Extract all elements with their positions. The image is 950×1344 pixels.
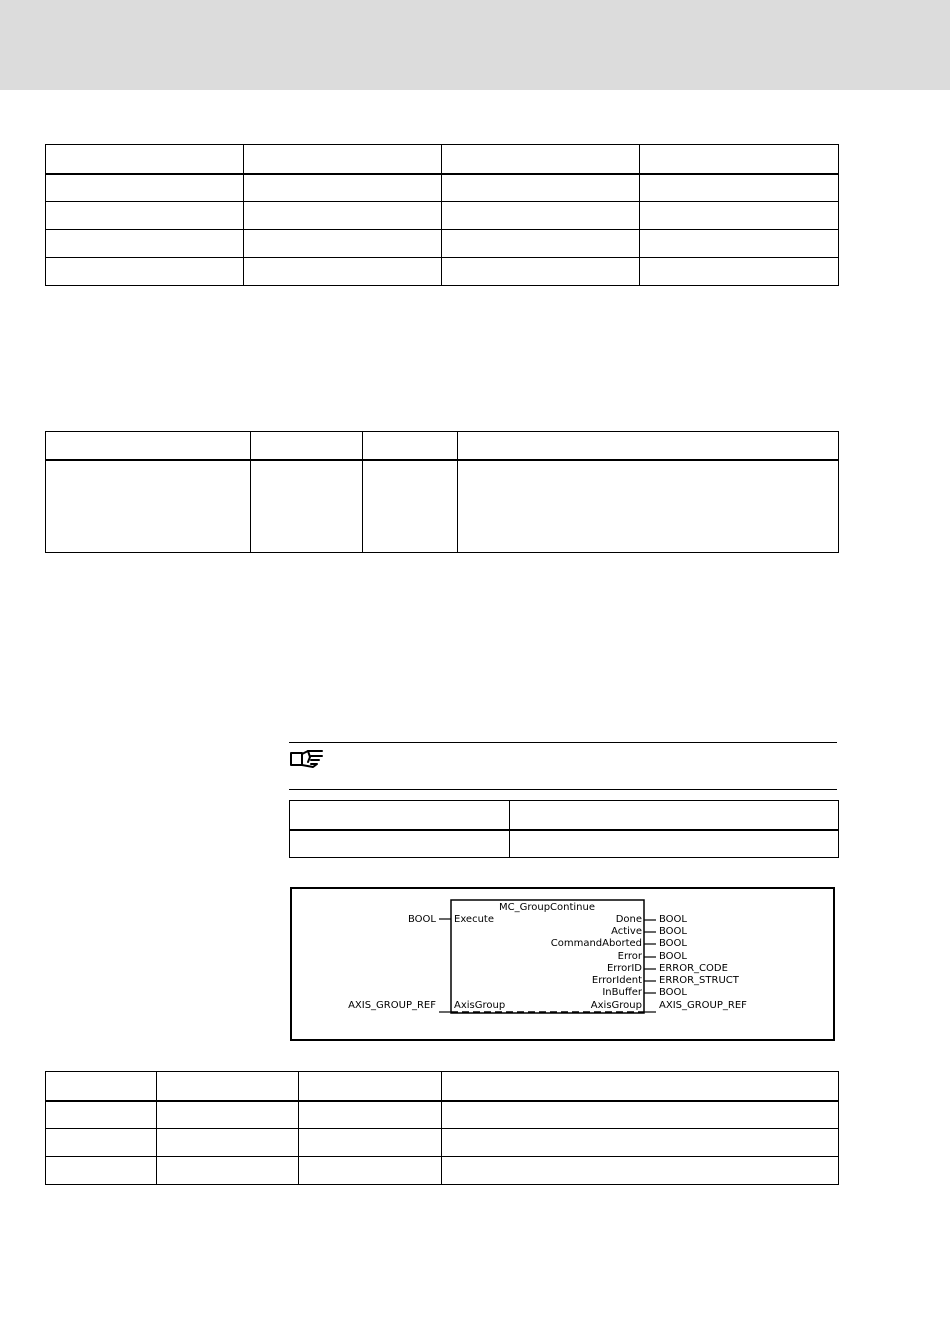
table-row	[46, 202, 839, 230]
input-pin-label: AxisGroup	[454, 1000, 506, 1011]
table-header-cell	[251, 432, 363, 460]
table-cell	[46, 1101, 157, 1129]
table-header-cell	[290, 801, 510, 830]
table-cell	[157, 1157, 299, 1185]
output-type-label: BOOL	[659, 987, 687, 998]
table-header-cell	[46, 1072, 157, 1101]
table-row	[46, 258, 839, 286]
page-header-band	[0, 0, 950, 90]
note-top-rule	[289, 742, 837, 743]
table-cell	[442, 1129, 839, 1157]
input-pin-label: Execute	[454, 914, 494, 925]
table-2	[45, 431, 839, 553]
table-row	[46, 174, 839, 202]
table-cell	[244, 230, 442, 258]
table-cell	[640, 258, 839, 286]
table-cell	[442, 230, 640, 258]
pointing-hand-icon	[289, 748, 325, 770]
table-cell	[640, 230, 839, 258]
output-pin-label: ErrorIdent	[591, 975, 642, 986]
table-header-cell	[157, 1072, 299, 1101]
table-cell	[46, 202, 244, 230]
output-pin-label: AxisGroup	[590, 1000, 642, 1011]
table-header-row	[290, 801, 839, 830]
table-cell	[46, 230, 244, 258]
output-pin-label: CommandAborted	[550, 938, 642, 949]
output-pin-label: Done	[615, 914, 642, 925]
table-cell	[442, 202, 640, 230]
output-type-label: BOOL	[659, 951, 687, 962]
table-4	[45, 1071, 839, 1185]
table-cell	[46, 174, 244, 202]
table-cell	[244, 202, 442, 230]
function-block-diagram	[290, 887, 835, 1041]
output-type-label: BOOL	[659, 914, 687, 925]
table-cell	[46, 1157, 157, 1185]
table-header-cell	[363, 432, 458, 460]
table-cell	[458, 460, 839, 553]
table-header-cell	[458, 432, 839, 460]
table-cell	[157, 1129, 299, 1157]
table-row	[46, 1157, 839, 1185]
table-cell	[299, 1101, 442, 1129]
table-cell	[299, 1129, 442, 1157]
table-cell	[640, 174, 839, 202]
table-cell	[46, 1129, 157, 1157]
table-1	[45, 144, 839, 286]
table-cell	[442, 1101, 839, 1129]
table-header-cell	[244, 145, 442, 174]
output-type-label: ERROR_CODE	[659, 963, 728, 974]
table-header-cell	[510, 801, 839, 830]
output-type-label: BOOL	[659, 926, 687, 937]
table-header-row	[46, 1072, 839, 1101]
output-type-label: AXIS_GROUP_REF	[659, 1000, 747, 1011]
table-cell	[251, 460, 363, 553]
table-cell	[363, 460, 458, 553]
table-3	[289, 800, 839, 858]
table-cell	[244, 258, 442, 286]
table-cell	[442, 1157, 839, 1185]
output-pin-label: InBuffer	[602, 987, 642, 998]
table-cell	[244, 174, 442, 202]
table-header-row	[46, 145, 839, 174]
table-header-cell	[640, 145, 839, 174]
note-bottom-rule	[289, 789, 837, 790]
table-header-cell	[442, 1072, 839, 1101]
table-row	[46, 1129, 839, 1157]
output-pins	[551, 914, 747, 1012]
output-type-label: BOOL	[659, 938, 687, 949]
table-cell	[510, 830, 839, 858]
output-type-label: ERROR_STRUCT	[659, 975, 739, 986]
table-header-cell	[46, 145, 244, 174]
table-row	[46, 230, 839, 258]
table-cell	[46, 460, 251, 553]
table-row	[290, 830, 839, 858]
function-block-title: MC_GroupContinue	[498, 902, 596, 913]
input-type-label: BOOL	[408, 914, 436, 925]
table-cell	[442, 174, 640, 202]
table-header-cell	[442, 145, 640, 174]
table-header-row	[46, 432, 839, 460]
table-cell	[299, 1157, 442, 1185]
table-cell	[290, 830, 510, 858]
table-cell	[442, 258, 640, 286]
output-pin-label: Error	[617, 951, 642, 962]
table-row	[46, 460, 839, 553]
table-row	[46, 1101, 839, 1129]
output-pin-label: Active	[611, 926, 642, 937]
table-cell	[640, 202, 839, 230]
table-header-cell	[46, 432, 251, 460]
table-header-cell	[299, 1072, 442, 1101]
table-cell	[46, 258, 244, 286]
input-type-label: AXIS_GROUP_REF	[348, 1000, 436, 1011]
output-pin-label: ErrorID	[606, 963, 642, 974]
table-cell	[157, 1101, 299, 1129]
